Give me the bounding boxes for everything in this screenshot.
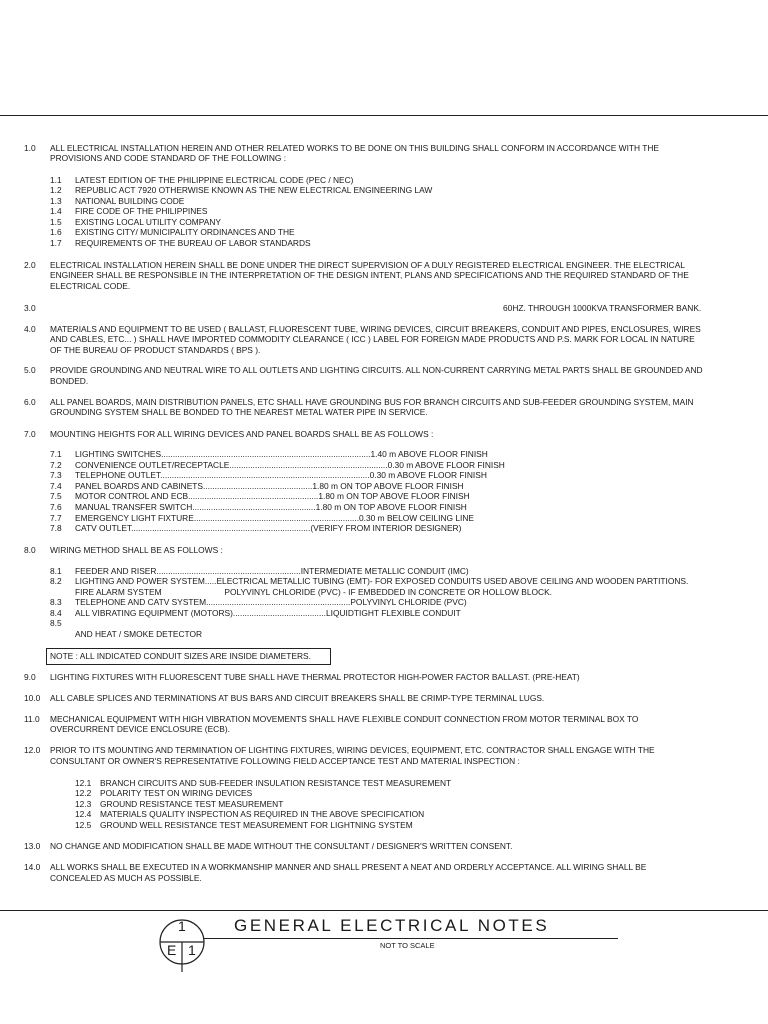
sub-item-text: POLARITY TEST ON WIRING DEVICES: [100, 788, 253, 798]
note-number: 8.0: [24, 545, 36, 555]
sub-item-text: GROUND WELL RESISTANCE TEST MEASUREMENT FOR LIGHTNING SYSTEM: [100, 820, 413, 830]
note-text-line: NO CHANGE AND MODIFICATION SHALL BE MADE WITHOUT THE CONSULTANT / DESIGNER'S WRITTEN CONSENT.: [50, 841, 513, 851]
note-number: 10.0: [24, 693, 41, 703]
sub-item-number: 7.2: [50, 460, 62, 470]
sub-item-text: LATEST EDITION OF THE PHILIPPINE ELECTRICAL CODE (PEC / NEC): [75, 175, 354, 185]
conduit-note-text: NOTE : ALL INDICATED CONDUIT SIZES ARE INSIDE DIAMETERS.: [50, 651, 311, 661]
sub-item-text: BRANCH CIRCUITS AND SUB-FEEDER INSULATION RESISTANCE TEST MEASUREMENT: [100, 778, 452, 788]
note-text-line: BONDED.: [50, 376, 89, 386]
note-text-line: CONCEALED AS MUCH AS POSSIBLE.: [50, 873, 202, 883]
sub-item-text: LIGHTING AND POWER SYSTEM.....ELECTRICAL METALLIC TUBING (EMT)- FOR EXPOSED CONDUITS USED ABOVE CEILING AND WOODEN PARTITIONS.: [75, 576, 689, 586]
sub-item-number: 7.3: [50, 470, 62, 480]
note-number: 11.0: [24, 714, 40, 724]
sub-item-text: AND HEAT / SMOKE DETECTOR: [75, 629, 203, 639]
note-number: 3.0: [24, 303, 36, 313]
sub-item-text: ALL VIBRATING EQUIPMENT (MOTORS)........................................LIQUIDTIGHT FLEXIBLE CONDUIT: [75, 608, 461, 618]
note-text-line: OF THE BUREAU OF PRODUCT STANDARDS ( BPS ).: [50, 345, 261, 355]
sub-item-text: EXISTING LOCAL UTILITY COMPANY: [75, 217, 221, 227]
sub-item-text: GROUND RESISTANCE TEST MEASUREMENT: [100, 799, 284, 809]
sub-item-number: 12.1: [75, 778, 92, 788]
sub-item-text: CONVENIENCE OUTLET/RECEPTACLE....................................................................0.30 m ABOVE FLOOR FINISH: [75, 460, 505, 470]
sub-item-text: TELEPHONE AND CATV SYSTEM..............................................................POLYVINYL CHLORIDE (PVC): [75, 597, 467, 607]
sub-item-text: FEEDER AND RISER..............................................................INTERMEDIATE METALLIC CONDUIT (IMC): [75, 566, 469, 576]
note-text-line: ELECTRICAL CODE.: [50, 281, 131, 291]
sub-item-number: 8.5: [50, 618, 62, 628]
scale-label: NOT TO SCALE: [380, 941, 435, 950]
note-text-line: AND CABLES, ETC... ) SHALL HAVE IMPORTED COMMODITY CLEARANCE ( ICC ) LABEL FOR FOREIGN MADE PRODUCTS AND P.S. MARK FOR LOCAL IN NATURE: [50, 334, 695, 344]
note-text-line: LIGHTING FIXTURES WITH FLUORESCENT TUBE SHALL HAVE THERMAL PROTECTOR HIGH-POWER FACTOR BALLAST. (PRE-HEAT): [50, 672, 580, 682]
drawing-title: GENERAL ELECTRICAL NOTES: [234, 916, 550, 935]
sub-item-text: NATIONAL BUILDING CODE: [75, 196, 185, 206]
sub-item-number: 7.6: [50, 502, 62, 512]
note-number: 6.0: [24, 397, 36, 407]
note-text-line: OVERCURRENT DEVICE ENCLOSURE (ECB).: [50, 724, 230, 734]
note-text-line: GROUNDING SYSTEM SHALL BE BONDED TO THE NEAREST METAL WATER PIPE IN SERVICE.: [50, 407, 428, 417]
sub-item-number: 1.2: [50, 185, 62, 195]
note-number: 14.0: [24, 862, 41, 872]
title-underline: [204, 938, 618, 939]
sub-item-text: MANUAL TRANSFER SWITCH.....................................................1.80 m ON TOP ABOVE FLOOR FINISH: [75, 502, 467, 512]
note-text-line: ALL PANEL BOARDS, MAIN DISTRIBUTION PANELS, ETC SHALL HAVE GROUNDING BUS FOR BRANCH CIRCUITS AND SUB-FEEDER GROUNDING SYSTEM, MAIN: [50, 397, 694, 407]
sub-item-number: 8.2: [50, 576, 62, 586]
sub-item-number: 12.3: [75, 799, 92, 809]
sub-item-number: 7.4: [50, 481, 62, 491]
note-number: 13.0: [24, 841, 41, 851]
sub-item-number: 12.5: [75, 820, 92, 830]
sub-item-number: 7.1: [50, 449, 62, 459]
sub-item-text: MOTOR CONTROL AND ECB........................................................1.80 m ON TOP ABOVE FLOOR FINISH: [75, 491, 470, 501]
note-number: 5.0: [24, 365, 36, 375]
note-text-line: ALL CABLE SPLICES AND TERMINATIONS AT BUS BARS AND CIRCUIT BREAKERS SHALL BE CRIMP-TYPE TERMINAL LUGS.: [50, 693, 545, 703]
note-text-line: ALL ELECTRICAL INSTALLATION HEREIN AND OTHER RELATED WORKS TO BE DONE ON THIS BUILDING SHALL CONFORM IN ACCORDANCE WITH THE: [50, 143, 659, 153]
sub-item-number: 8.3: [50, 597, 62, 607]
note-number: 9.0: [24, 672, 36, 682]
note-text-line: PROVIDE GROUNDING AND NEUTRAL WIRE TO ALL OUTLETS AND LIGHTING CIRCUITS. ALL NON-CURRENT CARRYING METAL PARTS SHALL BE GROUNDED AND: [50, 365, 703, 375]
sub-item-text: EMERGENCY LIGHT FIXTURE.......................................................................0.30 m BELOW CEILING LINE: [75, 513, 474, 523]
note-text-line: 60HZ. THROUGH 1000KVA TRANSFORMER BANK.: [503, 303, 702, 313]
note-text-line: ALL WORKS SHALL BE EXECUTED IN A WORKMANSHIP MANNER AND SHALL PRESENT A NEAT AND ORDERLY ACCEPTANCE. ALL WIRING SHALL BE: [50, 862, 647, 872]
note-text-line: MECHANICAL EQUIPMENT WITH HIGH VIBRATION MOVEMENTS SHALL HAVE FLEXIBLE CONDUIT CONNECTION FROM MOTOR TERMINAL BOX TO: [50, 714, 639, 724]
sheet-number: 1: [188, 942, 196, 958]
note-text-line: MOUNTING HEIGHTS FOR ALL WIRING DEVICES AND PANEL BOARDS SHALL BE AS FOLLOWS :: [50, 429, 434, 439]
note-number: 1.0: [24, 143, 36, 153]
note-number: 2.0: [24, 260, 36, 270]
note-number: 4.0: [24, 324, 36, 334]
note-number: 7.0: [24, 429, 36, 439]
sub-item-text: TELEPHONE OUTLET..........................................................................................0.30 m ABOVE FLOOR FINISH: [75, 470, 487, 480]
sub-item-text: MATERIALS QUALITY INSPECTION AS REQUIRED IN THE ABOVE SPECIFICATION: [100, 809, 425, 819]
sub-item-text: FIRE CODE OF THE PHILIPPINES: [75, 206, 208, 216]
sub-item-text: LIGHTING SWITCHES..........................................................................................1.40 m ABOVE FLOOR FINISH: [75, 449, 488, 459]
note-text-line: ELECTRICAL INSTALLATION HEREIN SHALL BE DONE UNDER THE DIRECT SUPERVISION OF A DULY REGISTERED ELECTRICAL ENGINEER. THE ELECTRICAL: [50, 260, 685, 270]
sub-item-text: FIRE ALARM SYSTEM POLYVINYL CHLORIDE (PVC) - IF EMBEDDED IN CONCRETE OR HOLLOW BLOCK.: [75, 587, 552, 597]
note-text-line: ENGINEER SHALL BE RESPONSIBLE IN THE INTERPRETATION OF THE DESIGN INTENT, PLANS AND SPECIFICATIONS AND THE REQUIRED STANDARD OF THE: [50, 270, 689, 280]
note-number: 12.0: [24, 745, 41, 755]
sub-item-text: REQUIREMENTS OF THE BUREAU OF LABOR STANDARDS: [75, 238, 311, 248]
sub-item-number: 1.6: [50, 227, 62, 237]
sub-item-text: EXISTING CITY/ MUNICIPALITY ORDINANCES AND THE: [75, 227, 295, 237]
sheet-prefix: E: [167, 942, 177, 958]
sub-item-number: 1.3: [50, 196, 62, 206]
sub-item-number: 12.2: [75, 788, 92, 798]
sub-item-number: 7.8: [50, 523, 62, 533]
sub-item-number: 7.7: [50, 513, 62, 523]
note-text-line: CONSULTANT OR OWNER'S REPRESENTATIVE FOLLOWING FIELD ACCEPTANCE TEST AND MATERIAL INSPECTION :: [50, 756, 520, 766]
sub-item-number: 8.4: [50, 608, 62, 618]
sub-item-number: 8.1: [50, 566, 62, 576]
bottom-border-line: [0, 910, 768, 911]
sub-item-text: REPUBLIC ACT 7920 OTHERWISE KNOWN AS THE NEW ELECTRICAL ENGINEERING LAW: [75, 185, 433, 195]
note-text-line: PROVISIONS AND CODE STANDARD OF THE FOLLOWING :: [50, 153, 287, 163]
note-text-line: WIRING METHOD SHALL BE AS FOLLOWS :: [50, 545, 223, 555]
sub-item-number: 1.5: [50, 217, 62, 227]
note-text-line: MATERIALS AND EQUIPMENT TO BE USED ( BALLAST, FLUORESCENT TUBE, WIRING DEVICES, CIRCUIT BREAKERS, CONDUIT AND PIPES, ENCLOSURES, WIRES: [50, 324, 701, 334]
detail-number: 1: [178, 918, 186, 934]
sub-item-number: 1.1: [50, 175, 62, 185]
sub-item-number: 1.7: [50, 238, 62, 248]
note-text-line: PRIOR TO ITS MOUNTING AND TERMINATION OF LIGHTING FIXTURES, WIRING DEVICES, EQUIPMENT, ETC. CONTRACTOR SHALL ENGAGE WITH THE: [50, 745, 655, 755]
sub-item-text: PANEL BOARDS AND CABINETS...............................................1.80 m ON TOP ABOVE FLOOR FINISH: [75, 481, 464, 491]
sub-item-text: CATV OUTLET.............................................................................(VERIFY FROM INTERIOR DESIGNER): [75, 523, 462, 533]
top-border-line: [0, 115, 768, 116]
sub-item-number: 12.4: [75, 809, 92, 819]
sub-item-number: 7.5: [50, 491, 62, 501]
sub-item-number: 1.4: [50, 206, 62, 216]
